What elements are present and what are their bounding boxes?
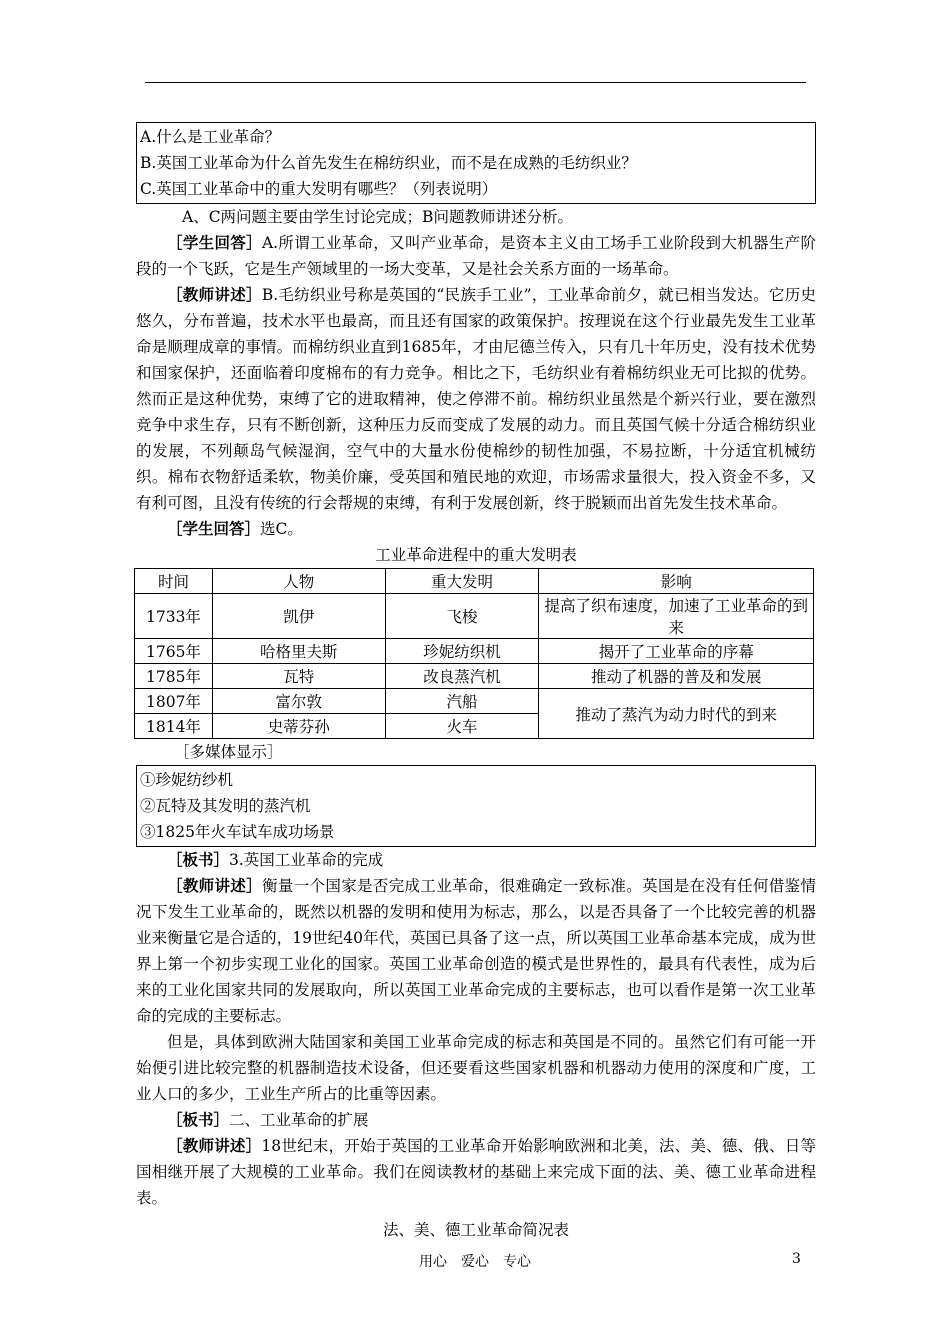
intro-line: A、C两问题主要由学生讨论完成；B问题教师讲述分析。 bbox=[182, 208, 573, 226]
student-answer-1: ［学生回答］A.所谓工业革命，又叫产业革命，是资本主义由工场手工业阶段到大机器生产阶段的一个飞跃，它是生产领域里的一场大变革，又是社会关系方面的一场革命。 bbox=[136, 233, 816, 278]
board-note-1: ［板书］3.英国工业革命的完成 bbox=[167, 850, 384, 869]
question-box bbox=[136, 122, 816, 204]
cell-person: 瓦特 bbox=[212, 664, 385, 689]
tag-label: ［板书］ bbox=[167, 850, 230, 869]
student-answer-2: ［学生回答］选C。 bbox=[167, 519, 303, 538]
page-content bbox=[136, 122, 816, 1243]
cell-year: 1765年 bbox=[135, 639, 213, 664]
col-header-person: 人物 bbox=[212, 569, 385, 594]
cell-impact-merged: 推动了蒸汽为动力时代的到来 bbox=[539, 689, 814, 739]
cell-person: 哈格里夫斯 bbox=[212, 639, 385, 664]
footer-motto: 用心 爱心 专心 bbox=[419, 1254, 531, 1270]
inventions-table bbox=[134, 568, 814, 739]
cell-invention: 珍妮纺织机 bbox=[385, 639, 539, 664]
table-row bbox=[135, 639, 814, 664]
table2-caption: 法、美、德工业革命简况表 bbox=[382, 1221, 569, 1239]
cell-invention: 汽船 bbox=[385, 689, 539, 714]
media-item: ①珍妮纺纱机 bbox=[140, 771, 234, 789]
cell-year: 1785年 bbox=[135, 664, 213, 689]
table-row bbox=[135, 594, 814, 639]
tag-label: ［学生回答］ bbox=[167, 519, 261, 538]
cell-person: 凯伊 bbox=[212, 594, 385, 639]
cell-year: 1807年 bbox=[135, 689, 213, 714]
media-item: ③1825年火车试车成功场景 bbox=[140, 823, 335, 841]
tag-label: ［教师讲述］ bbox=[167, 285, 262, 304]
col-header-invention: 重大发明 bbox=[385, 569, 539, 594]
question-a: A.什么是工业革命？ bbox=[140, 128, 281, 146]
table-header-row bbox=[135, 569, 814, 594]
teacher-lecture-2: ［教师讲述］衡量一个国家是否完成工业革命，很难确定一致标准。英国是在没有任何借鉴情况下发生工业革命的，既然以机器的发明和使用为标志，那么，以是否具备了一个比较完善的机器业来衡量它是合适的，19世纪40年代，英国已具备了这一点，所以英国工业革命基本完成，成为世界上第一个初步实现工业化的国家。英国工业革命创造的模式是世界性的，最具有代表性，成为后来的工业化国家共同的发展取向，所以英国工业革命完成的主要标志，也可以看作是第一次工业革命的完成的主要标志。 bbox=[136, 876, 816, 1025]
cell-invention: 火车 bbox=[385, 714, 539, 739]
col-header-time: 时间 bbox=[135, 569, 213, 594]
teacher-lecture-1: ［教师讲述］B.毛纺织业号称是英国的“民族手工业”，工业革命前夕，就已相当发达。它历史悠久，分布普遍，技术水平也最高，而且还有国家的政策保护。按理说在这个行业最先发生工业革命是顺理成章的事情。而棉纺织业直到1685年，才由尼德兰传入，只有几十年历史，没有技术优势和国家保护，还面临着印度棉布的有力竞争。相比之下，毛纺织业有着棉纺织业无可比拟的优势。然而正是这种优势，束缚了它的进取精神，使之停滞不前。棉纺织业虽然是个新兴行业，要在激烈竞争中求生存，只有不断创新，这种压力反而变成了发展的动力。而且英国气候十分适合棉纺织业的发展，不列颠岛气候湿润，空气中的大量水份使棉纱的韧性加强，不易拉断，十分适宜机械纺织。棉布衣物舒适柔软，物美价廉，受英国和殖民地的欢迎，市场需求量很大，投入资金不多，又有利可图，且没有传统的行会帮规的束缚，有利于发展创新，终于脱颖而出首先发生技术革命。 bbox=[136, 285, 816, 512]
paragraph-but: 但是，具体到欧洲大陆国家和美国工业革命完成的标志和英国是不同的。虽然它们有可能一开始便引进比较完整的机器制造技术设备，但还要看这些国家机器和机器动力使用的深度和广度，工业人口的多少，工业生产所占的比重等因素。 bbox=[136, 1033, 816, 1103]
question-c: C.英国工业革命中的重大发明有哪些？（列表说明） bbox=[140, 180, 498, 198]
col-header-impact: 影响 bbox=[539, 569, 814, 594]
cell-person: 史蒂芬孙 bbox=[212, 714, 385, 739]
cell-impact: 揭开了工业革命的序幕 bbox=[539, 639, 814, 664]
teacher-lecture-3: ［教师讲述］18世纪末，开始于英国的工业革命开始影响欧洲和北美，法、美、德、俄、日等国相继开展了大规模的工业革命。我们在阅读教材的基础上来完成下面的法、美、德工业革命进程表。 bbox=[136, 1136, 816, 1207]
tag-label: ［教师讲述］ bbox=[167, 876, 263, 895]
media-label: ［多媒体显示］ bbox=[174, 743, 283, 761]
table-row bbox=[135, 664, 814, 689]
media-item: ②瓦特及其发明的蒸汽机 bbox=[140, 797, 311, 815]
cell-invention: 飞梭 bbox=[385, 594, 539, 639]
media-box bbox=[136, 765, 816, 847]
inventions-table-caption: 工业革命进程中的重大发明表 bbox=[375, 546, 577, 564]
cell-invention: 改良蒸汽机 bbox=[385, 664, 539, 689]
cell-year: 1814年 bbox=[135, 714, 213, 739]
tag-label: ［板书］ bbox=[167, 1110, 230, 1129]
cell-impact: 提高了织布速度，加速了工业革命的到来 bbox=[539, 594, 814, 639]
header-rule bbox=[145, 82, 806, 83]
tag-label: ［学生回答］ bbox=[167, 233, 262, 252]
question-b: B.英国工业革命为什么首先发生在棉纺织业，而不是在成熟的毛纺织业？ bbox=[140, 154, 637, 172]
cell-person: 富尔敦 bbox=[212, 689, 385, 714]
cell-year: 1733年 bbox=[135, 594, 213, 639]
cell-impact: 推动了机器的普及和发展 bbox=[539, 664, 814, 689]
page-number: 3 bbox=[792, 1251, 801, 1267]
board-note-2: ［板书］二、工业革命的扩展 bbox=[167, 1110, 369, 1129]
tag-label: ［教师讲述］ bbox=[167, 1136, 262, 1155]
table-row bbox=[135, 689, 814, 714]
